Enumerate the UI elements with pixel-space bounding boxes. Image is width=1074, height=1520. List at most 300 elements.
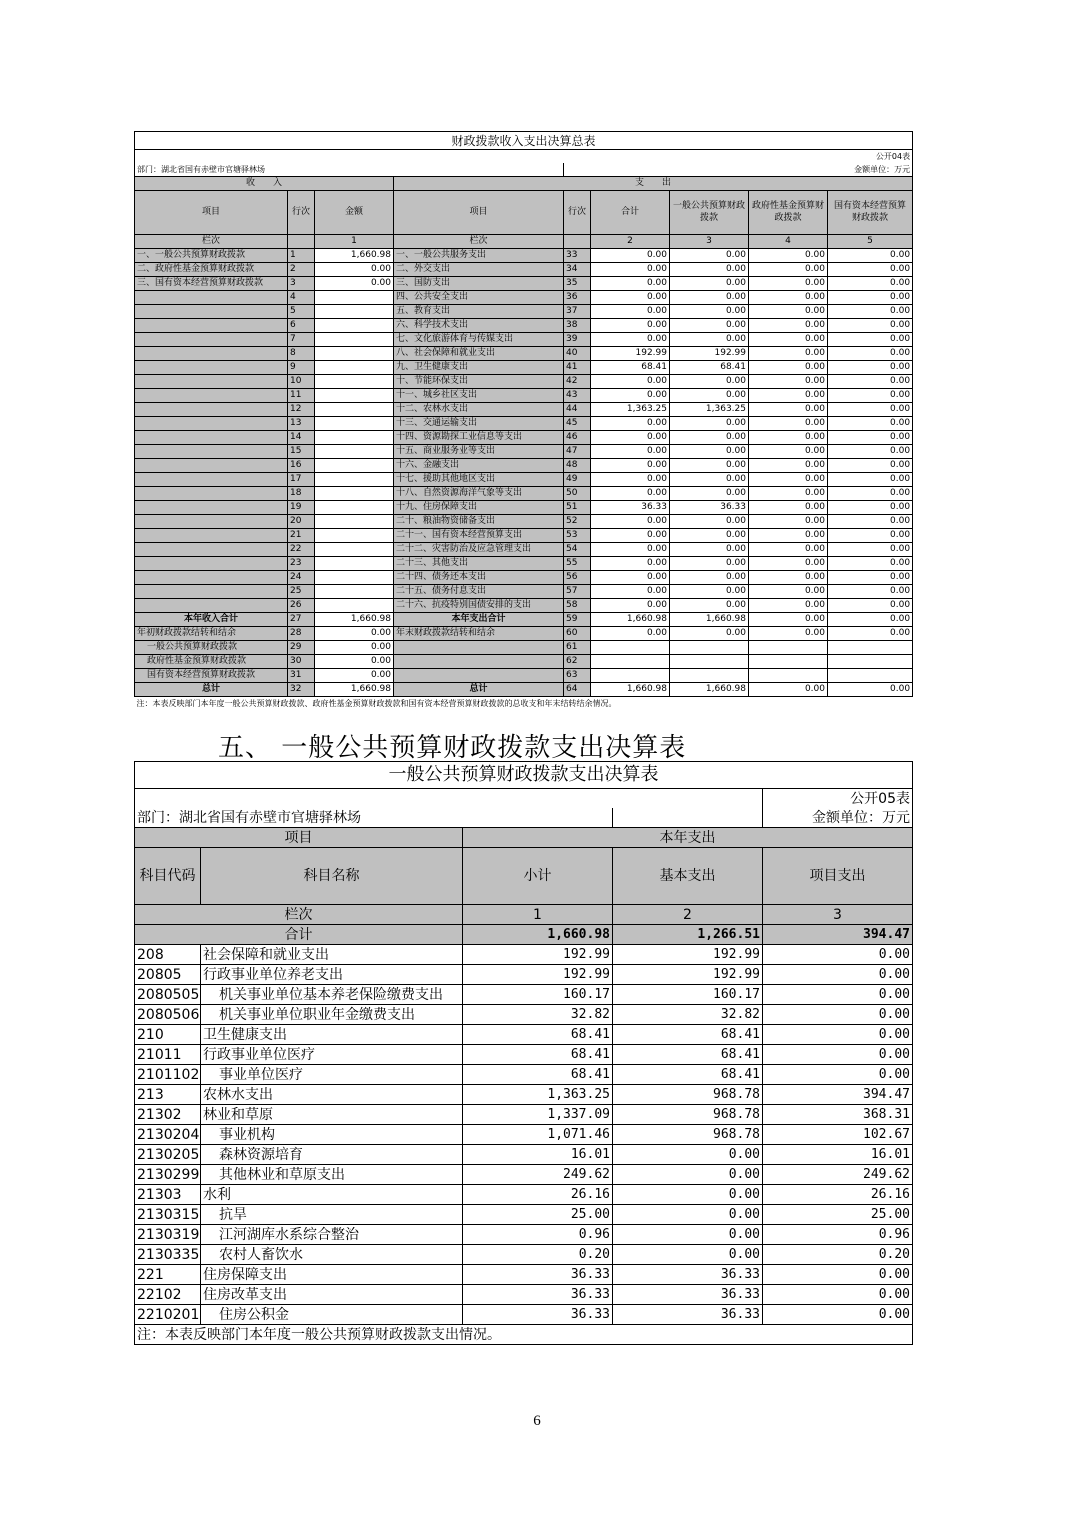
table-row xyxy=(135,389,913,403)
t2-col-basic: 基本支出 xyxy=(613,848,763,905)
table-row xyxy=(135,965,913,985)
expense-line: 54 xyxy=(564,543,591,557)
subject-name: 事业机构 xyxy=(201,1125,463,1145)
table1-title: 财政拨款收入支出决算总表 xyxy=(135,132,913,150)
income-amount xyxy=(315,585,394,599)
t2-col-item: 项目 xyxy=(135,828,463,848)
expense-value: 0.00 xyxy=(591,585,670,599)
income-amount xyxy=(315,305,394,319)
project-value: 0.00 xyxy=(763,1265,913,1285)
table2-note: 注：本表反映部门本年度一般公共预算财政拨款支出情况。 xyxy=(135,1325,913,1345)
expense-line: 36 xyxy=(564,291,591,305)
income-item xyxy=(135,347,288,361)
table-row xyxy=(135,599,913,613)
expense-value xyxy=(670,669,749,683)
expense-value: 0.00 xyxy=(749,319,828,333)
expense-value: 0.00 xyxy=(591,333,670,347)
income-amount xyxy=(315,375,394,389)
expense-value: 0.00 xyxy=(749,375,828,389)
table-row xyxy=(135,431,913,445)
income-amount xyxy=(315,333,394,347)
basic-value: 968.78 xyxy=(613,1105,763,1125)
table-row xyxy=(135,319,913,333)
basic-value: 160.17 xyxy=(613,985,763,1005)
project-value: 102.67 xyxy=(763,1125,913,1145)
income-amount: 0.00 xyxy=(315,277,394,291)
income-item xyxy=(135,403,288,417)
subject-code: 210 xyxy=(135,1025,201,1045)
income-item: 三、国有资本经营预算财政拨款 xyxy=(135,277,288,291)
expense-value: 0.00 xyxy=(828,487,913,501)
project-value: 0.00 xyxy=(763,945,913,965)
expense-value: 0.00 xyxy=(591,459,670,473)
expense-value: 0.00 xyxy=(670,529,749,543)
basic-value: 0.00 xyxy=(613,1245,763,1265)
subject-code: 2080505 xyxy=(135,985,201,1005)
expense-line: 57 xyxy=(564,585,591,599)
table-row xyxy=(135,683,913,697)
subject-code: 2130315 xyxy=(135,1205,201,1225)
table1-note: 注：本表反映部门本年度一般公共预算财政拨款、政府性基金预算财政拨款和国有资本经营预算财政拨款的总收支和年末结转结余情况。 xyxy=(136,698,617,708)
table-row xyxy=(135,1305,913,1325)
expense-item: 总计 xyxy=(394,683,564,697)
expense-value xyxy=(591,655,670,669)
income-line: 23 xyxy=(288,557,315,571)
subtotal-value: 32.82 xyxy=(463,1005,613,1025)
income-line: 22 xyxy=(288,543,315,557)
expense-value: 0.00 xyxy=(749,599,828,613)
expense-value: 0.00 xyxy=(670,627,749,641)
expense-value: 0.00 xyxy=(670,263,749,277)
table-row xyxy=(135,501,913,515)
expense-value: 0.00 xyxy=(670,543,749,557)
income-amount: 0.00 xyxy=(315,641,394,655)
subject-name: 住房保障支出 xyxy=(201,1265,463,1285)
expense-value: 0.00 xyxy=(749,529,828,543)
expense-value xyxy=(591,641,670,655)
subtotal-value: 68.41 xyxy=(463,1065,613,1085)
subject-code: 21302 xyxy=(135,1105,201,1125)
expense-value: 1,660.98 xyxy=(670,683,749,697)
expense-value: 0.00 xyxy=(828,501,913,515)
income-amount: 0.00 xyxy=(315,627,394,641)
expense-value: 0.00 xyxy=(749,431,828,445)
t2-col-num-1: 1 xyxy=(463,905,613,925)
expense-value: 0.00 xyxy=(670,291,749,305)
expense-value: 0.00 xyxy=(828,333,913,347)
table-row xyxy=(135,655,913,669)
table-row xyxy=(135,557,913,571)
income-item xyxy=(135,291,288,305)
expense-value: 0.00 xyxy=(591,417,670,431)
col-num-1: 1 xyxy=(315,235,394,249)
expense-value: 0.00 xyxy=(828,599,913,613)
expense-value: 0.00 xyxy=(828,585,913,599)
t2-col-subtotal: 小计 xyxy=(463,848,613,905)
expense-line: 49 xyxy=(564,473,591,487)
expense-item: 二十二、灾害防治及应急管理支出 xyxy=(394,543,564,557)
income-amount xyxy=(315,501,394,515)
project-value: 0.00 xyxy=(763,1285,913,1305)
lanci-label: 栏次 xyxy=(135,235,288,249)
income-amount xyxy=(315,515,394,529)
table-row xyxy=(135,249,913,263)
expense-line: 43 xyxy=(564,389,591,403)
subject-name: 水利 xyxy=(201,1185,463,1205)
table2-form-no: 公开05表 xyxy=(763,789,913,809)
t2-col-num-3: 3 xyxy=(763,905,913,925)
expense-value: 0.00 xyxy=(749,459,828,473)
basic-value: 0.00 xyxy=(613,1185,763,1205)
fiscal-appropriation-summary-table xyxy=(134,131,913,710)
col-general-budget: 一般公共预算财政拨款 xyxy=(670,191,749,235)
income-line: 3 xyxy=(288,277,315,291)
table-row xyxy=(135,403,913,417)
expense-item: 七、文化旅游体育与传媒支出 xyxy=(394,333,564,347)
expense-value: 0.00 xyxy=(749,445,828,459)
expense-value xyxy=(591,669,670,683)
expense-item: 十六、金融支出 xyxy=(394,459,564,473)
expense-line: 41 xyxy=(564,361,591,375)
expense-value: 0.00 xyxy=(591,515,670,529)
table-row xyxy=(135,291,913,305)
income-item xyxy=(135,361,288,375)
subtotal-value: 192.99 xyxy=(463,945,613,965)
income-amount xyxy=(315,417,394,431)
income-item xyxy=(135,529,288,543)
t2-lanci: 栏次 xyxy=(135,905,463,925)
income-item xyxy=(135,501,288,515)
expense-item: 十八、自然资源海洋气象等支出 xyxy=(394,487,564,501)
expense-value: 0.00 xyxy=(670,445,749,459)
project-value: 0.00 xyxy=(763,1005,913,1025)
expense-line: 33 xyxy=(564,249,591,263)
subject-name: 农村人畜饮水 xyxy=(201,1245,463,1265)
income-line: 19 xyxy=(288,501,315,515)
income-line: 32 xyxy=(288,683,315,697)
table2-dept: 部门：湖北省国有赤壁市官塘驿林场 xyxy=(135,808,613,828)
income-amount xyxy=(315,557,394,571)
table-row xyxy=(135,445,913,459)
expense-value: 0.00 xyxy=(591,249,670,263)
expense-value: 0.00 xyxy=(591,557,670,571)
income-line: 9 xyxy=(288,361,315,375)
expense-value xyxy=(749,641,828,655)
expense-value: 0.00 xyxy=(670,305,749,319)
project-value: 0.00 xyxy=(763,1305,913,1325)
expense-value: 1,363.25 xyxy=(670,403,749,417)
subject-code: 2101102 xyxy=(135,1065,201,1085)
expense-line: 45 xyxy=(564,417,591,431)
subject-code: 2130299 xyxy=(135,1165,201,1185)
expense-item xyxy=(394,641,564,655)
subject-code: 2130319 xyxy=(135,1225,201,1245)
expense-value: 0.00 xyxy=(670,585,749,599)
expense-value: 0.00 xyxy=(591,277,670,291)
subtotal-value: 36.33 xyxy=(463,1265,613,1285)
subject-code: 21011 xyxy=(135,1045,201,1065)
basic-value: 68.41 xyxy=(613,1065,763,1085)
expense-value: 0.00 xyxy=(749,347,828,361)
expense-value: 0.00 xyxy=(828,417,913,431)
expense-item xyxy=(394,669,564,683)
t2-col-num-2: 2 xyxy=(613,905,763,925)
table-row xyxy=(135,1265,913,1285)
subtotal-value: 160.17 xyxy=(463,985,613,1005)
subject-name: 社会保障和就业支出 xyxy=(201,945,463,965)
basic-value: 36.33 xyxy=(613,1265,763,1285)
expense-value: 1,363.25 xyxy=(591,403,670,417)
t2-total-basic: 1,266.51 xyxy=(613,925,763,945)
expense-item: 十、节能环保支出 xyxy=(394,375,564,389)
table-row xyxy=(135,417,913,431)
expense-line: 52 xyxy=(564,515,591,529)
basic-value: 68.41 xyxy=(613,1045,763,1065)
income-amount xyxy=(315,361,394,375)
expense-value: 0.00 xyxy=(591,529,670,543)
section-heading: 五、 一般公共预算财政拨款支出决算表 xyxy=(218,733,687,763)
expense-value: 0.00 xyxy=(749,585,828,599)
expense-value xyxy=(749,669,828,683)
table-row xyxy=(135,1025,913,1045)
project-value: 0.20 xyxy=(763,1245,913,1265)
col-state-capital: 国有资本经营预算财政拨款 xyxy=(828,191,913,235)
expense-value: 0.00 xyxy=(828,543,913,557)
income-item xyxy=(135,417,288,431)
expense-value: 192.99 xyxy=(591,347,670,361)
expense-value xyxy=(670,655,749,669)
expense-item: 二十六、抗疫特别国债安排的支出 xyxy=(394,599,564,613)
expense-item: 五、教育支出 xyxy=(394,305,564,319)
expense-line: 62 xyxy=(564,655,591,669)
expense-value: 0.00 xyxy=(670,431,749,445)
col-num-5: 5 xyxy=(828,235,913,249)
col-gov-fund: 政府性基金预算财政拨款 xyxy=(749,191,828,235)
subject-code: 2210201 xyxy=(135,1305,201,1325)
lanci-line-blank xyxy=(288,235,315,249)
income-amount: 0.00 xyxy=(315,655,394,669)
expense-value: 0.00 xyxy=(828,459,913,473)
income-line: 14 xyxy=(288,431,315,445)
basic-value: 192.99 xyxy=(613,965,763,985)
income-amount: 1,660.98 xyxy=(315,613,394,627)
expense-line: 46 xyxy=(564,431,591,445)
expense-value: 0.00 xyxy=(828,319,913,333)
expense-value: 0.00 xyxy=(670,375,749,389)
expense-value: 0.00 xyxy=(670,487,749,501)
expense-line: 44 xyxy=(564,403,591,417)
expense-header: 支 出 xyxy=(394,177,913,191)
income-line: 1 xyxy=(288,249,315,263)
expense-line: 60 xyxy=(564,627,591,641)
subject-name: 江河湖库水系综合整治 xyxy=(201,1225,463,1245)
expense-value: 0.00 xyxy=(749,543,828,557)
expense-value: 0.00 xyxy=(828,375,913,389)
lanci-label-expense: 栏次 xyxy=(394,235,564,249)
expense-value xyxy=(828,655,913,669)
income-line: 5 xyxy=(288,305,315,319)
income-line: 21 xyxy=(288,529,315,543)
expense-line: 56 xyxy=(564,571,591,585)
expense-value xyxy=(749,655,828,669)
table-row xyxy=(135,277,913,291)
expense-value: 192.99 xyxy=(670,347,749,361)
expense-value: 0.00 xyxy=(749,683,828,697)
income-item xyxy=(135,543,288,557)
table-row xyxy=(135,1125,913,1145)
income-line: 7 xyxy=(288,333,315,347)
subject-name: 机关事业单位基本养老保险缴费支出 xyxy=(201,985,463,1005)
income-item: 一、一般公共预算财政拨款 xyxy=(135,249,288,263)
income-header: 收 入 xyxy=(135,177,394,191)
table-row xyxy=(135,1285,913,1305)
expense-item: 年末财政拨款结转和结余 xyxy=(394,627,564,641)
subject-name: 森林资源培育 xyxy=(201,1145,463,1165)
subject-name: 机关事业单位职业年金缴费支出 xyxy=(201,1005,463,1025)
table-row xyxy=(135,1165,913,1185)
expense-line: 38 xyxy=(564,319,591,333)
expense-value: 0.00 xyxy=(749,277,828,291)
income-amount xyxy=(315,319,394,333)
income-line: 30 xyxy=(288,655,315,669)
income-item xyxy=(135,445,288,459)
expense-value: 0.00 xyxy=(749,487,828,501)
col-income-amount: 金额 xyxy=(315,191,394,235)
project-value: 0.96 xyxy=(763,1225,913,1245)
table-row xyxy=(135,1185,913,1205)
income-line: 25 xyxy=(288,585,315,599)
income-line: 15 xyxy=(288,445,315,459)
expense-value: 0.00 xyxy=(828,431,913,445)
col-num-4: 4 xyxy=(749,235,828,249)
expense-item: 十一、城乡社区支出 xyxy=(394,389,564,403)
expense-line: 48 xyxy=(564,459,591,473)
project-value: 368.31 xyxy=(763,1105,913,1125)
expense-value: 1,660.98 xyxy=(670,613,749,627)
expense-value: 0.00 xyxy=(828,347,913,361)
subject-code: 213 xyxy=(135,1085,201,1105)
expense-value: 0.00 xyxy=(828,627,913,641)
expense-line: 63 xyxy=(564,669,591,683)
income-item xyxy=(135,389,288,403)
subject-name: 行政事业单位医疗 xyxy=(201,1045,463,1065)
col-num-2: 2 xyxy=(591,235,670,249)
table-row xyxy=(135,627,913,641)
table-row xyxy=(135,613,913,627)
income-line: 20 xyxy=(288,515,315,529)
expense-item: 十四、资源勘探工业信息等支出 xyxy=(394,431,564,445)
subject-name: 林业和草原 xyxy=(201,1105,463,1125)
table2-unit: 金额单位：万元 xyxy=(763,808,913,828)
expense-value: 0.00 xyxy=(670,473,749,487)
expense-value: 0.00 xyxy=(828,529,913,543)
basic-value: 68.41 xyxy=(613,1025,763,1045)
table1-form-no: 公开04表 xyxy=(135,150,913,164)
table-row xyxy=(135,347,913,361)
income-line: 6 xyxy=(288,319,315,333)
col-expense-item: 项目 xyxy=(394,191,564,235)
income-line: 10 xyxy=(288,375,315,389)
expense-value: 0.00 xyxy=(749,389,828,403)
expense-value: 36.33 xyxy=(670,501,749,515)
basic-value: 0.00 xyxy=(613,1165,763,1185)
subtotal-value: 68.41 xyxy=(463,1025,613,1045)
expense-line: 53 xyxy=(564,529,591,543)
table-row xyxy=(135,945,913,965)
project-value: 0.00 xyxy=(763,1045,913,1065)
col-expense-line: 行次 xyxy=(564,191,591,235)
expense-item: 四、公共安全支出 xyxy=(394,291,564,305)
income-line: 31 xyxy=(288,669,315,683)
expense-item: 十三、交通运输支出 xyxy=(394,417,564,431)
col-income-item: 项目 xyxy=(135,191,288,235)
expense-value: 0.00 xyxy=(670,249,749,263)
expense-item: 三、国防支出 xyxy=(394,277,564,291)
expense-value: 0.00 xyxy=(828,277,913,291)
expense-value: 68.41 xyxy=(591,361,670,375)
subject-code: 20805 xyxy=(135,965,201,985)
income-item xyxy=(135,571,288,585)
subject-code: 2130204 xyxy=(135,1125,201,1145)
basic-value: 0.00 xyxy=(613,1205,763,1225)
expense-value: 0.00 xyxy=(749,627,828,641)
income-line: 24 xyxy=(288,571,315,585)
expense-value: 0.00 xyxy=(749,361,828,375)
income-amount: 0.00 xyxy=(315,263,394,277)
subtotal-value: 36.33 xyxy=(463,1285,613,1305)
project-value: 0.00 xyxy=(763,1025,913,1045)
expense-item: 六、科学技术支出 xyxy=(394,319,564,333)
income-item xyxy=(135,431,288,445)
expense-value: 0.00 xyxy=(828,389,913,403)
expense-line: 59 xyxy=(564,613,591,627)
expense-value: 0.00 xyxy=(749,613,828,627)
subject-code: 2130335 xyxy=(135,1245,201,1265)
income-line: 27 xyxy=(288,613,315,627)
subtotal-value: 0.96 xyxy=(463,1225,613,1245)
table-row xyxy=(135,985,913,1005)
income-item xyxy=(135,585,288,599)
expense-value: 0.00 xyxy=(670,333,749,347)
table-row xyxy=(135,1105,913,1125)
t2-col-year-exp: 本年支出 xyxy=(463,828,913,848)
income-line: 18 xyxy=(288,487,315,501)
income-line: 26 xyxy=(288,599,315,613)
expense-value: 0.00 xyxy=(828,473,913,487)
income-line: 13 xyxy=(288,417,315,431)
expense-line: 50 xyxy=(564,487,591,501)
income-amount xyxy=(315,571,394,585)
expense-value: 0.00 xyxy=(591,543,670,557)
subject-name: 事业单位医疗 xyxy=(201,1065,463,1085)
subtotal-value: 16.01 xyxy=(463,1145,613,1165)
table-row xyxy=(135,361,913,375)
expense-value: 0.00 xyxy=(591,319,670,333)
subtotal-value: 25.00 xyxy=(463,1205,613,1225)
expense-value: 0.00 xyxy=(591,291,670,305)
income-item xyxy=(135,305,288,319)
basic-value: 0.00 xyxy=(613,1225,763,1245)
expense-value: 1,660.98 xyxy=(591,683,670,697)
expense-value: 0.00 xyxy=(591,487,670,501)
expense-item: 十五、商业服务业等支出 xyxy=(394,445,564,459)
subject-name: 行政事业单位养老支出 xyxy=(201,965,463,985)
expense-line: 35 xyxy=(564,277,591,291)
expense-item: 二十五、债务付息支出 xyxy=(394,585,564,599)
subtotal-value: 26.16 xyxy=(463,1185,613,1205)
expense-value: 0.00 xyxy=(749,473,828,487)
general-budget-expenditure-table xyxy=(134,761,913,1345)
